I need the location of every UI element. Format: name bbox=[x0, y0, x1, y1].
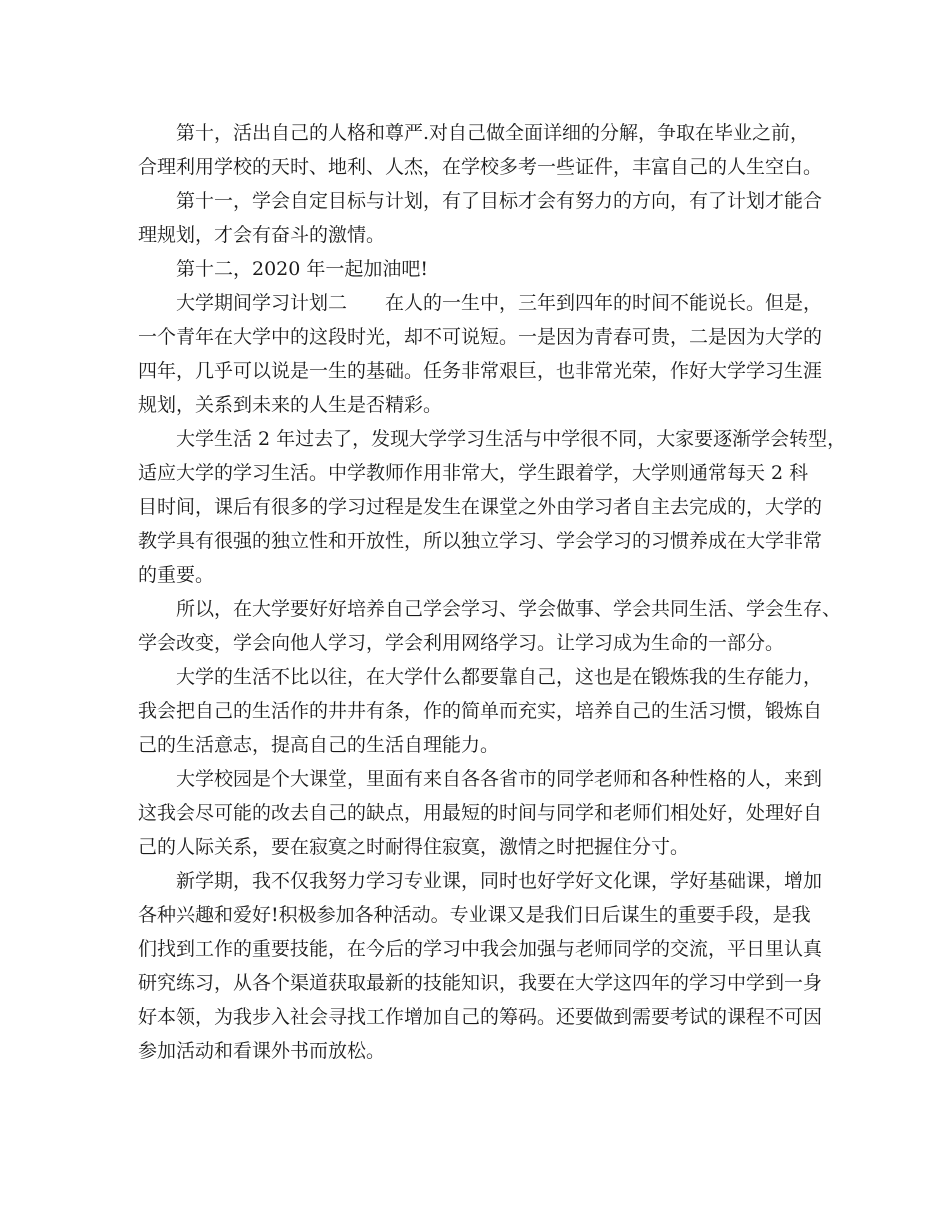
paragraph-line: 学会改变，学会向他人学习，学会利用网络学习。让学习成为生命的一部分。 bbox=[138, 632, 785, 654]
paragraph-line: 目时间，课后有很多的学习过程是发生在课堂之外由学习者自主去完成的，大学的 bbox=[138, 496, 823, 518]
paragraph-line: 教学具有很强的独立性和开放性，所以独立学习、学会学习的习惯养成在大学非常 bbox=[138, 530, 823, 552]
paragraph bbox=[138, 184, 838, 252]
paragraph bbox=[138, 592, 842, 660]
paragraph-line: 第十，活出自己的人格和尊严.对自己做全面详细的分解，争取在毕业之前， bbox=[176, 122, 810, 144]
paragraph bbox=[138, 762, 838, 864]
paragraph-line: 好本领，为我步入社会寻找工作增加自己的筹码。还要做到需要考试的课程不可因 bbox=[138, 1006, 823, 1028]
paragraph-line: 各种兴趣和爱好!积极参加各种活动。专业课又是我们日后谋生的重要手段，是我 bbox=[138, 904, 811, 926]
paragraph-line: 理规划，才会有奋斗的激情。 bbox=[138, 224, 386, 246]
paragraph bbox=[138, 286, 838, 422]
paragraph-line: 大学校园是个大课堂，里面有来自各各省市的同学老师和各种性格的人，来到 bbox=[176, 768, 823, 790]
paragraph-line: 己的人际关系，要在寂寞之时耐得住寂寞，激情之时把握住分寸。 bbox=[138, 836, 690, 858]
paragraph-line: 这我会尽可能的改去自己的缺点，用最短的时间与同学和老师们相处好，处理好自 bbox=[138, 802, 823, 824]
paragraph-line: 们找到工作的重要技能，在今后的学习中我会加强与老师同学的交流，平日里认真 bbox=[138, 938, 823, 960]
paragraph-line: 参加活动和看课外书而放松。 bbox=[138, 1040, 386, 1062]
paragraph bbox=[138, 660, 838, 762]
paragraph bbox=[138, 252, 838, 286]
paragraph-line: 第十二，2020 年一起加油吧! bbox=[176, 258, 429, 280]
paragraph-line: 适应大学的学习生活。中学教师作用非常大，学生跟着学，大学则通常每天 2 科 bbox=[138, 462, 809, 484]
paragraph-line: 第十一，学会自定目标与计划，有了目标才会有努力的方向，有了计划才能合 bbox=[176, 190, 823, 212]
paragraph-line: 规划，关系到未来的人生是否精彩。 bbox=[138, 394, 443, 416]
paragraph bbox=[138, 422, 847, 592]
paragraph bbox=[138, 116, 838, 184]
paragraph-line: 的重要。 bbox=[138, 564, 215, 586]
paragraph-line: 新学期，我不仅我努力学习专业课，同时也好学好文化课，学好基础课，增加 bbox=[176, 870, 823, 892]
paragraph-line: 大学期间学习计划二 在人的一生中，三年到四年的时间不能说长。但是， bbox=[176, 292, 823, 314]
paragraph-line: 一个青年在大学中的这段时光，却不可说短。一是因为青春可贵，二是因为大学的 bbox=[138, 326, 823, 348]
paragraph-line: 大学生活 2 年过去了，发现大学学习生活与中学很不同，大家要逐渐学会转型， bbox=[176, 428, 847, 450]
paragraph-line: 研究练习，从各个渠道获取最新的技能知识，我要在大学这四年的学习中学到一身 bbox=[138, 972, 823, 994]
paragraph-line: 己的生活意志，提高自己的生活自理能力。 bbox=[138, 734, 500, 756]
document-body bbox=[138, 116, 847, 1068]
paragraph-line: 合理利用学校的天时、地利、人杰，在学校多考一些证件，丰富自己的人生空白。 bbox=[138, 156, 823, 178]
paragraph-line: 我会把自己的生活作的井井有条，作的简单而充实，培养自己的生活习惯，锻炼自 bbox=[138, 700, 823, 722]
paragraph-line: 所以，在大学要好好培养自己学会学习、学会做事、学会共同生活、学会生存、 bbox=[176, 598, 842, 620]
paragraph bbox=[138, 864, 838, 1068]
paragraph-line: 大学的生活不比以往，在大学什么都要靠自己，这也是在锻炼我的生存能力， bbox=[176, 666, 823, 688]
paragraph-line: 四年，几乎可以说是一生的基础。任务非常艰巨，也非常光荣，作好大学学习生涯 bbox=[138, 360, 823, 382]
